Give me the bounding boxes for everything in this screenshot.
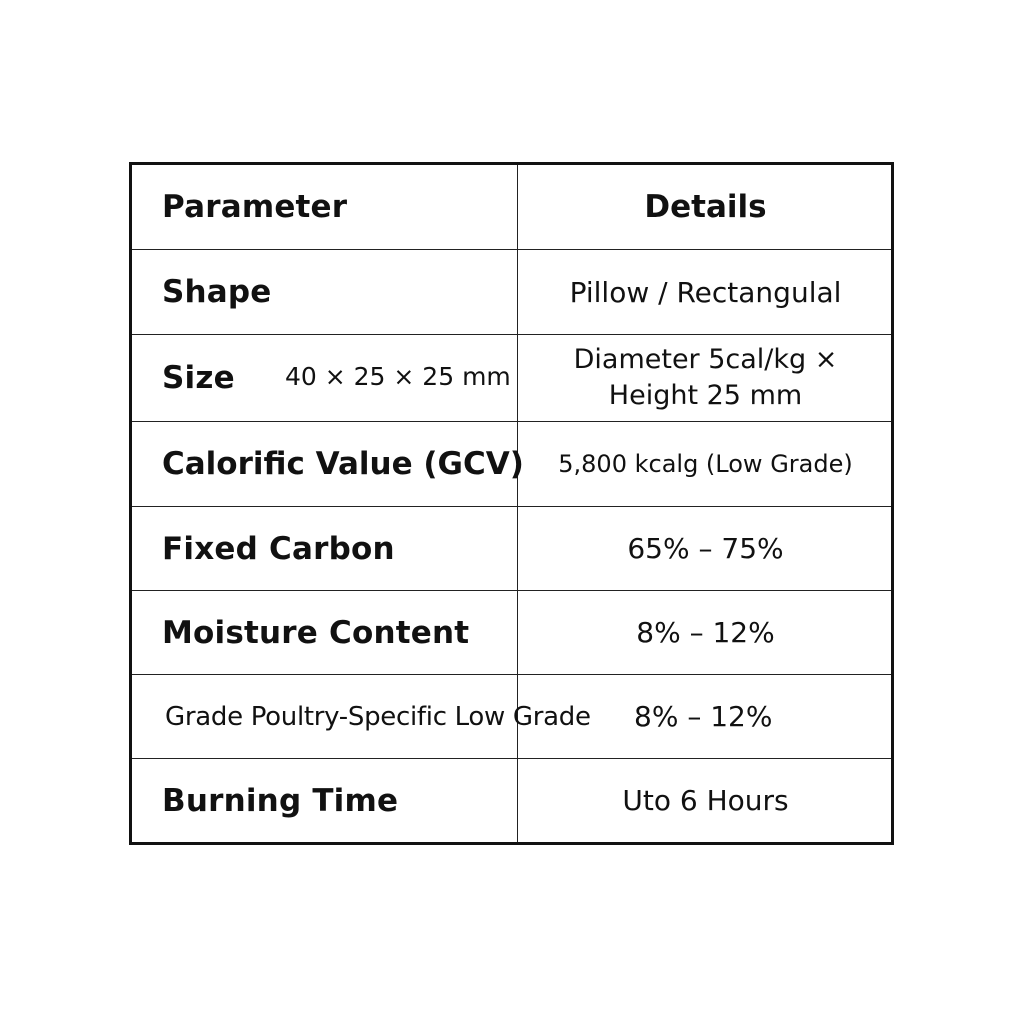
row-shape-parameter: Shape bbox=[162, 274, 272, 310]
row-calorific-parameter: Calorific Value (GCV) bbox=[162, 446, 524, 482]
specifications-table bbox=[129, 162, 894, 845]
row-size-details: Diameter 5cal/kg × Height 25 mm bbox=[573, 344, 838, 411]
row-fixed-carbon-parameter: Fixed Carbon bbox=[162, 530, 395, 567]
row-burning-time-details: Uto 6 Hours bbox=[622, 784, 789, 817]
row-grade-parameter: Grade Poultry-Specific Low Grade bbox=[165, 701, 591, 732]
row-grade-details: 8% – 12% bbox=[634, 700, 773, 733]
row-burning-time-parameter: Burning Time bbox=[162, 782, 399, 819]
row-moisture-details: 8% – 12% bbox=[636, 616, 775, 649]
header-parameter: Parameter bbox=[162, 189, 348, 225]
row-size-parameter: Size bbox=[162, 360, 235, 396]
header-details: Details bbox=[644, 189, 767, 225]
row-fixed-carbon-details: 65% – 75% bbox=[627, 532, 784, 565]
row-moisture-parameter: Moisture Content bbox=[162, 614, 470, 651]
row-calorific-details: 5,800 kcalg (Low Grade) bbox=[558, 450, 853, 478]
row-shape-details: Pillow / Rectangulal bbox=[569, 275, 842, 309]
row-size-inline-dimensions: 40 × 25 × 25 mm bbox=[285, 362, 511, 391]
